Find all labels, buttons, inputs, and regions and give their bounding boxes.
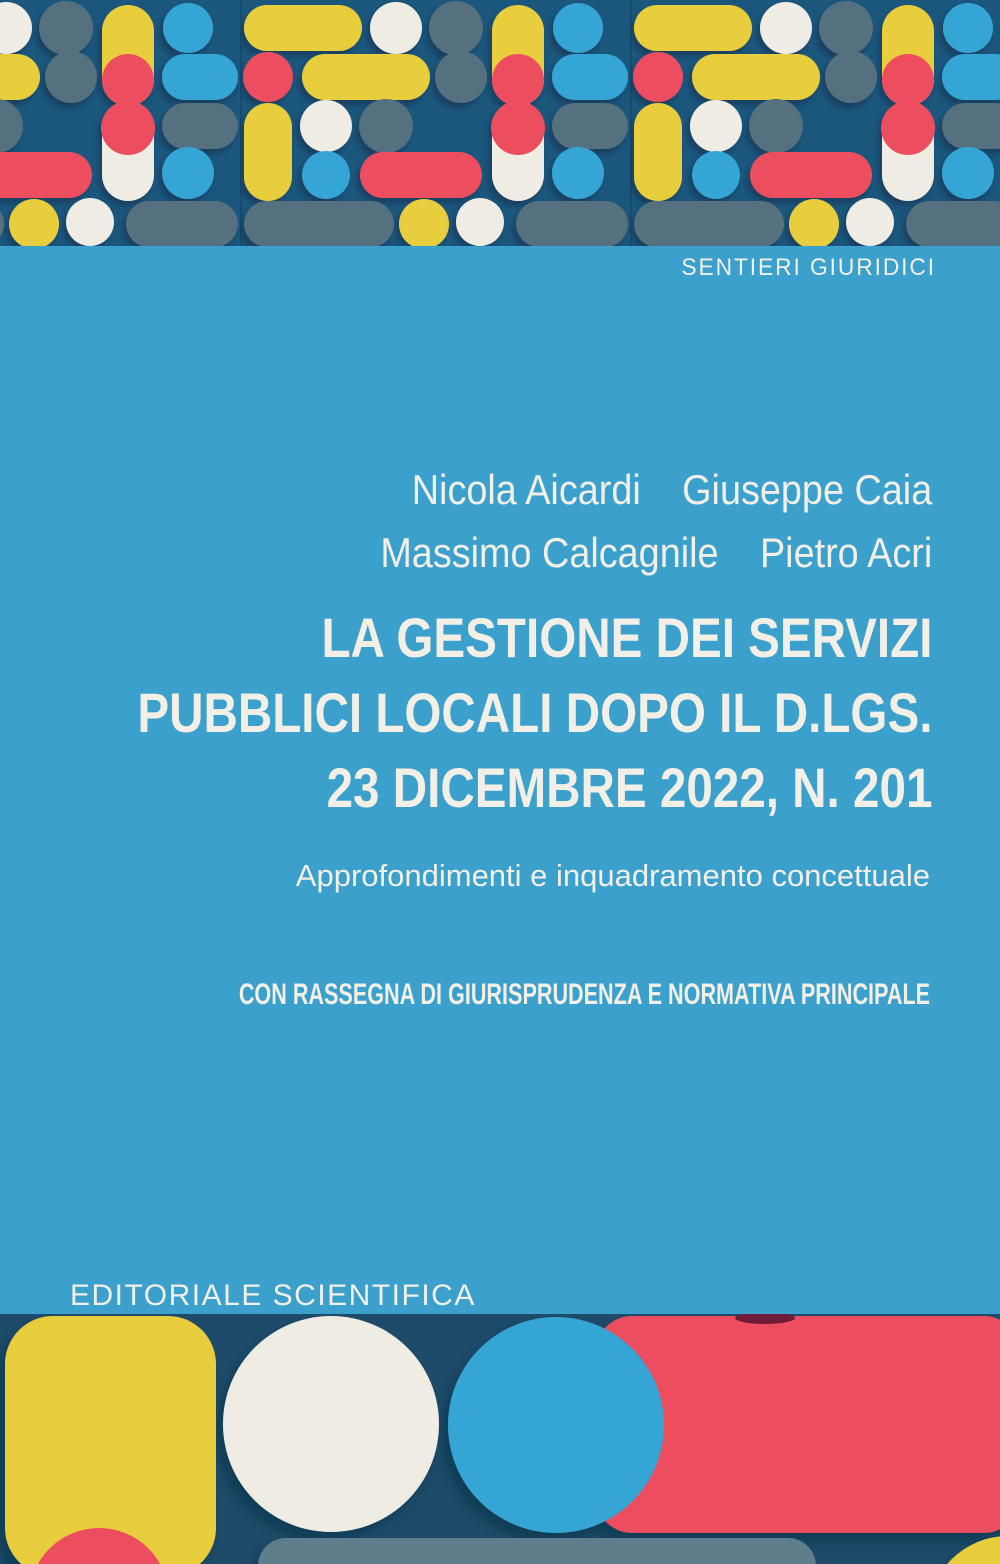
author-name: Nicola Aicardi [411,466,641,513]
book-subtitle: Approfondimenti e inquadramento concettuale [295,858,930,893]
authors-row-2 [380,521,932,584]
author-name: Giuseppe Caia [681,466,932,513]
series-title: SENTIERI GIURIDICI [681,254,936,281]
book-title-line: PUBBLICI LOCALI DOPO IL D.LGS. [136,681,932,744]
publisher-name: EDITORIALE SCIENTIFICA [70,1279,476,1312]
author-name: Massimo Calcagnile [380,529,719,576]
authors-row-1 [380,458,932,521]
book-title [137,600,932,825]
decorative-shapes-bottom [0,1314,1000,1564]
book-title-line: 23 DICEMBRE 2022, N. 201 [326,756,932,819]
contents-note: CON RASSEGNA DI GIURISPRUDENZA E NORMATIVA PRINCIPALE [238,978,930,1011]
author-name: Pietro Acri [759,529,932,576]
authors-block [380,458,932,584]
book-title-line: LA GESTIONE DEI SERVIZI [321,606,932,669]
decorative-pattern-top [0,0,1000,246]
